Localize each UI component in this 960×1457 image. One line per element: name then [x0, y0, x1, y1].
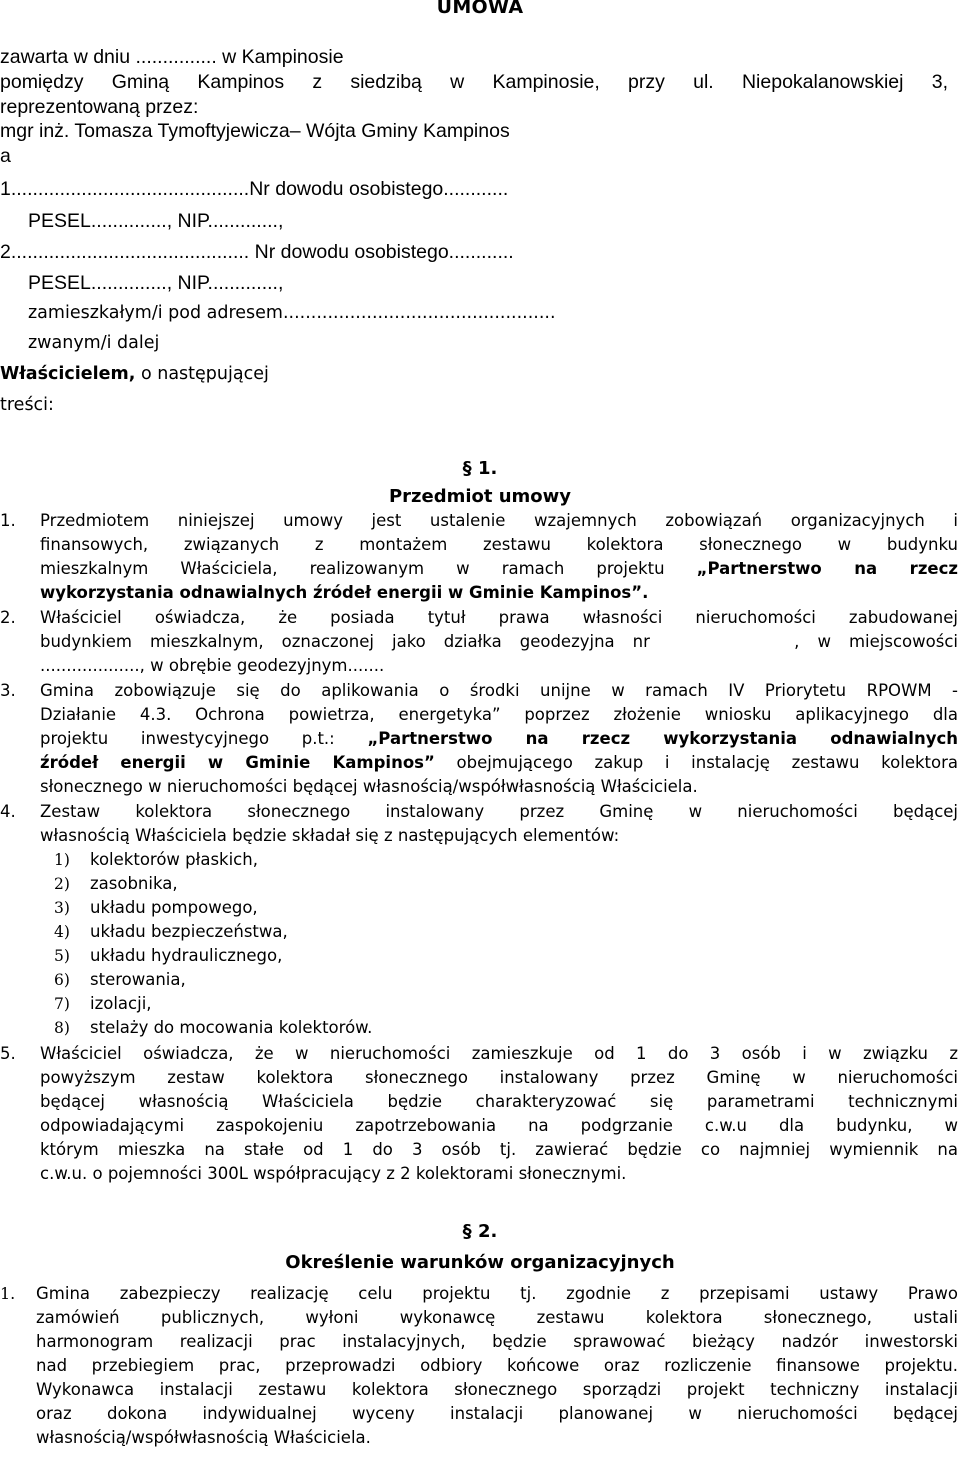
s2-p1-number: 1.: [0, 1284, 16, 1303]
s1-p5-line: będącej własnością Właściciela będzie charakteryzować się parametrami technicznymi: [40, 1092, 958, 1111]
header-line-address: zamieszkałym/i pod adresem.................................................: [28, 303, 556, 323]
s1-p4-line: Zestaw kolektora słonecznego instalowany przez Gminę w nieruchomości będącej: [40, 802, 958, 821]
s1-p3-line: Działanie 4.3. Ochrona powietrza, energetyka” poprzez złożenie wniosku aplikacyjnego dla: [40, 705, 958, 724]
header-line-parties: pomiędzy Gminą Kampinos z siedzibą w Kampinosie, przy ul. Niepokalanowskiej 3,: [0, 71, 948, 93]
list-item: [54, 872, 372, 896]
list-item-text: układu pompowego,: [90, 898, 258, 917]
header-line-called: zwanym/i dalej: [28, 333, 160, 353]
list-item-text: zasobnika,: [90, 874, 178, 893]
list-item: [54, 944, 372, 968]
s1-p2-line: budynkiem mieszkalnym, oznaczonej jako działka geodezyjna nr , w miejscowości: [40, 632, 958, 651]
project-name: „Partnerstwo na rzecz wykorzystania odnawialnych: [367, 729, 958, 748]
list-item: [54, 992, 372, 1016]
project-name-cont: wykorzystania odnawialnych źródeł energii w Gminie Kampinos”.: [40, 583, 649, 602]
s1-p5-line: powyższym zestaw kolektora słonecznego instalowany przez Gminę w nieruchomości: [40, 1068, 958, 1087]
s1-p4-line: własnością Właściciela będzie składał się z następujących elementów:: [40, 826, 620, 845]
list-item-number: 4): [54, 923, 70, 941]
s1-p2-line: Właściciel oświadcza, że posiada tytuł prawa własności nieruchomości zabudowanej: [40, 608, 958, 627]
s2-p1-line: zamówień publicznych, wyłoni wykonawcę zestawu kolektora słonecznego, ustali: [36, 1308, 958, 1327]
s1-p5-line: odpowiadającymi zaspokojeniu zapotrzebowania na podgrzanie c.w.u dla budynku, w: [40, 1116, 958, 1135]
s1-p5-line: Właściciel oświadcza, że w nieruchomości zamieszkuje od 1 do 3 osób i w związku z: [40, 1044, 958, 1063]
project-name-cont: źródeł energii w Gminie Kampinos”: [40, 753, 435, 772]
components-list: [54, 848, 372, 1040]
list-item: [54, 1016, 372, 1040]
list-item-text: kolektorów płaskich,: [90, 850, 258, 869]
header-line-mayor: mgr inż. Tomasza Tymoftyjewicza– Wójta Gminy Kampinos: [0, 120, 510, 142]
s1-p3-line-text: projektu inwestycyjnego p.t.:: [40, 729, 368, 748]
s1-p1-line: Przedmiotem niniejszej umowy jest ustalenie wzajemnych zobowiązań organizacyjnych i: [40, 511, 958, 530]
s1-p3-number: 3.: [0, 681, 16, 700]
section-1-title: Przedmiot umowy: [388, 486, 572, 507]
s1-p3-line: [40, 751, 958, 775]
header-line-pesel1: PESEL.............., NIP.............,: [28, 210, 284, 232]
list-item-number: 5): [54, 947, 70, 965]
list-item-number: 3): [54, 899, 70, 917]
owner-term-rest: o następującej: [135, 364, 269, 384]
s1-p5-line: c.w.u. o pojemności 300L współpracujący z 2 kolektorami słonecznymi.: [40, 1164, 627, 1183]
document-title: UMOWA: [436, 0, 524, 18]
s1-p2-number: 2.: [0, 608, 16, 627]
s1-p3-line-text: obejmującego zakup i instalację zestawu kolektora: [434, 753, 958, 772]
list-item: [54, 848, 372, 872]
list-item-text: sterowania,: [90, 970, 186, 989]
s1-p1-line-text: mieszkalnym Właściciela, realizowanym w ramach projektu: [40, 559, 697, 578]
header-line-date: zawarta w dniu ............... w Kampinosie: [0, 46, 344, 68]
header-line-pesel2: PESEL.............., NIP.............,: [28, 272, 284, 294]
s1-p5-number: 5.: [0, 1044, 16, 1063]
s2-p1-line: harmonogram realizacji prac instalacyjnych, będzie sprawować bieżący nadzór inwestorski: [36, 1332, 958, 1351]
list-item-text: układu bezpieczeństwa,: [90, 922, 288, 941]
section-1-sign: § 1.: [462, 458, 498, 479]
list-item-number: 8): [54, 1019, 70, 1037]
list-item-number: 6): [54, 971, 70, 989]
list-item-number: 2): [54, 875, 70, 893]
list-item: [54, 896, 372, 920]
s1-p3-line: [40, 727, 958, 751]
s1-p1-line: [40, 581, 958, 605]
list-item-number: 7): [54, 995, 70, 1013]
header-line-and: a: [0, 145, 11, 167]
s1-p4-number: 4.: [0, 802, 16, 821]
list-item-text: izolacji,: [90, 994, 152, 1013]
s2-p1-line: własnością/współwłasnością Właściciela.: [36, 1428, 371, 1447]
s1-p5-line: którym mieszka na stałe od 1 do 3 osób tj. zawierać będzie co najmniej wymiennik na: [40, 1140, 958, 1159]
s1-p1-line: [40, 557, 958, 581]
s1-p3-line: słonecznego w nieruchomości będącej własnością/współwłasnością Właściciela.: [40, 777, 698, 796]
s2-p1-line: Wykonawca instalacji zestawu kolektora słonecznego sporządzi projekt techniczny instalacji: [36, 1380, 958, 1399]
list-item-text: układu hydraulicznego,: [90, 946, 283, 965]
s1-p2-line: ..................., w obrębie geodezyjnym.......: [40, 656, 385, 675]
project-name: „Partnerstwo na rzecz: [696, 559, 958, 578]
s2-p1-line: Gmina zabezpieczy realizację celu projektu tj. zgodnie z przepisami ustawy Prawo: [36, 1284, 958, 1303]
list-item-text: stelaży do mocowania kolektorów.: [90, 1018, 373, 1037]
header-line-owner-def: [0, 364, 269, 384]
header-line-represented: reprezentowaną przez:: [0, 96, 199, 118]
header-line-owner1: 1............................................Nr dowodu osobistego............: [0, 178, 509, 200]
section-2-title: Określenie warunków organizacyjnych: [285, 1252, 675, 1273]
list-item-number: 1): [54, 851, 70, 869]
section-2-sign: § 2.: [462, 1221, 498, 1242]
header-line-content: treści:: [0, 395, 54, 415]
s1-p1-line: finansowych, związanych z montażem zestawu kolektora słonecznego w budynku: [40, 535, 958, 554]
header-line-owner2: 2............................................ Nr dowodu osobistego............: [0, 241, 514, 263]
s2-p1-line: oraz dokona indywidualnej wyceny instalacji planowanej w nieruchomości będącej: [36, 1404, 958, 1423]
list-item: [54, 920, 372, 944]
list-item: [54, 968, 372, 992]
owner-term: Właścicielem,: [0, 364, 136, 384]
s1-p3-line: Gmina zobowiązuje się do aplikowania o środki unijne w ramach IV Priorytetu RPOWM -: [40, 681, 958, 700]
s1-p1-number: 1.: [0, 511, 16, 530]
s2-p1-line: nad przebiegiem prac, przeprowadzi odbiory końcowe oraz rozliczenie finansowe projektu.: [36, 1356, 958, 1375]
